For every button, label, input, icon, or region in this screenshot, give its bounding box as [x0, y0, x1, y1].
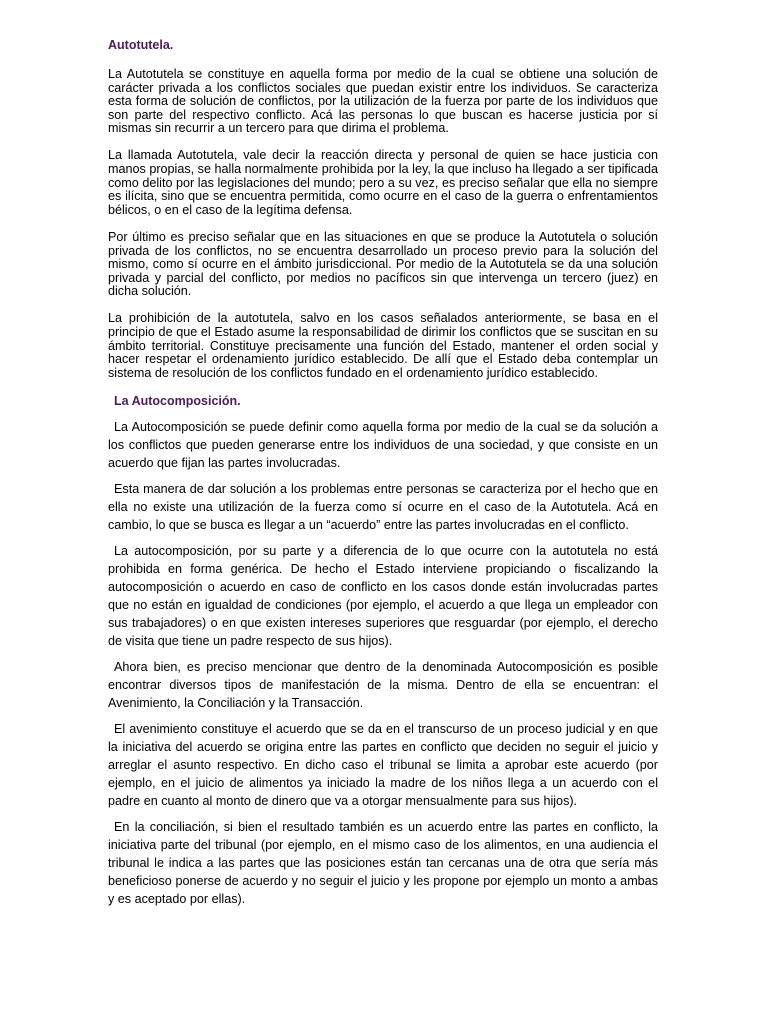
- paragraph: El avenimiento constituye el acuerdo que se da en el transcurso de un proceso judicial y en que la iniciativa del acuerdo se origina entre las partes en conflicto que deciden no seguir el juicio y arreglar el asunto respectivo. En dicho caso el tribunal se limita a aprobar este acuerdo (por ejemplo, en el juicio de alimentos ya iniciado la madre de los niños llega a un acuerdo con el padre en cuanto al monto de dinero que va a otorgar mensualmente para sus hijos).: [108, 721, 658, 808]
- heading-autotutela: Autotutela.: [108, 38, 174, 52]
- paragraph: La llamada Autotutela, vale decir la reacción directa y personal de quien se hace justicia con manos propias, se halla normalmente prohibida por la ley, la que incluso ha llegado a ser tipificada como delito por las legislaciones del mundo; pero a su vez, es preciso señalar que ella no siempre es ilícita, sino que se encuentra permitida, como ocurre en el caso de la guerra o enfrentamientos bélicos, o en el caso de la legítima defensa.: [108, 148, 658, 217]
- paragraph: La Autotutela se constituye en aquella forma por medio de la cual se obtiene una solución de carácter privada a los conflictos sociales que puedan existir entre los individuos. Se caracteriza esta forma de solución de conflictos, por la utilización de la fuerza por parte de los individuos que son parte del respectivo conflicto. Acá las personas lo que buscan es hacerse justicia por sí mismas sin recurrir a un tercero para que dirima el problema.: [108, 67, 658, 136]
- paragraph: Por último es preciso señalar que en las situaciones en que se produce la Autotutela o solución privada de los conflictos, no se encuentra desarrollado un proceso previo para la solución del mismo, como sí ocurre en el ámbito jurisdiccional. Por medio de la Autotutela se da una solución privada y parcial del conflicto, por medios no pacíficos sin que intervenga un tercero (juez) en dicha solución.: [108, 229, 658, 299]
- paragraph: La autocomposición, por su parte y a diferencia de lo que ocurre con la autotutela no está prohibida en forma genérica. De hecho el Estado interviene propiciando o fiscalizando la autocomposición o acuerdo en caso de conflicto en los casos donde están involucradas partes que no están en igualdad de condiciones (por ejemplo, el acuerdo a que llega un empleador con sus trabajadores) o en que existen intereses superiores que resguardar (por ejemplo, el derecho de visita que tiene un padre respecto de sus hijos).: [108, 543, 658, 648]
- paragraph: La Autocomposición se puede definir como aquella forma por medio de la cual se da solución a los conflictos que pueden generarse entre los individuos de una sociedad, y que consiste en un acuerdo que fijan las partes involucradas.: [108, 419, 658, 470]
- document-page: [108, 38, 658, 916]
- paragraph: Ahora bien, es preciso mencionar que dentro de la denominada Autocomposición es posible encontrar diversos tipos de manifestación de la misma. Dentro de ella se encuentran: el Avenimiento, la Conciliación y la Transacción.: [108, 659, 658, 710]
- paragraph: Esta manera de dar solución a los problemas entre personas se caracteriza por el hecho que en ella no existe una utilización de la fuerza como sí ocurre en el caso de la Autotutela. Acá en cambio, lo que se busca es llegar a un “acuerdo” entre las partes involucradas en el conflicto.: [108, 481, 658, 532]
- section-autotutela: [108, 38, 658, 380]
- heading-autocomposicion: La Autocomposición.: [114, 393, 241, 408]
- paragraph: La prohibición de la autotutela, salvo en los casos señalados anteriormente, se basa en el principio de que el Estado asume la responsabilidad de dirimir los conflictos que se suscitan en su ámbito territorial. Constituye precisamente una función del Estado, mantener el orden social y hacer respetar el ordenamiento jurídico establecido. De allí que el Estado deba contemplar un sistema de resolución de los conflictos fundado en el ordenamiento jurídico establecido.: [108, 311, 658, 380]
- paragraph: En la conciliación, si bien el resultado también es un acuerdo entre las partes en conflicto, la iniciativa parte del tribunal (por ejemplo, en el mismo caso de los alimentos, en una audiencia el tribunal le indica a las partes que las posiciones están tan cercanas una de otra que sería más beneficioso ponerse de acuerdo y no seguir el juicio y les propone por ejemplo un monto a ambas y es aceptado por ellas).: [108, 819, 658, 906]
- section-autocomposicion: [108, 394, 658, 908]
